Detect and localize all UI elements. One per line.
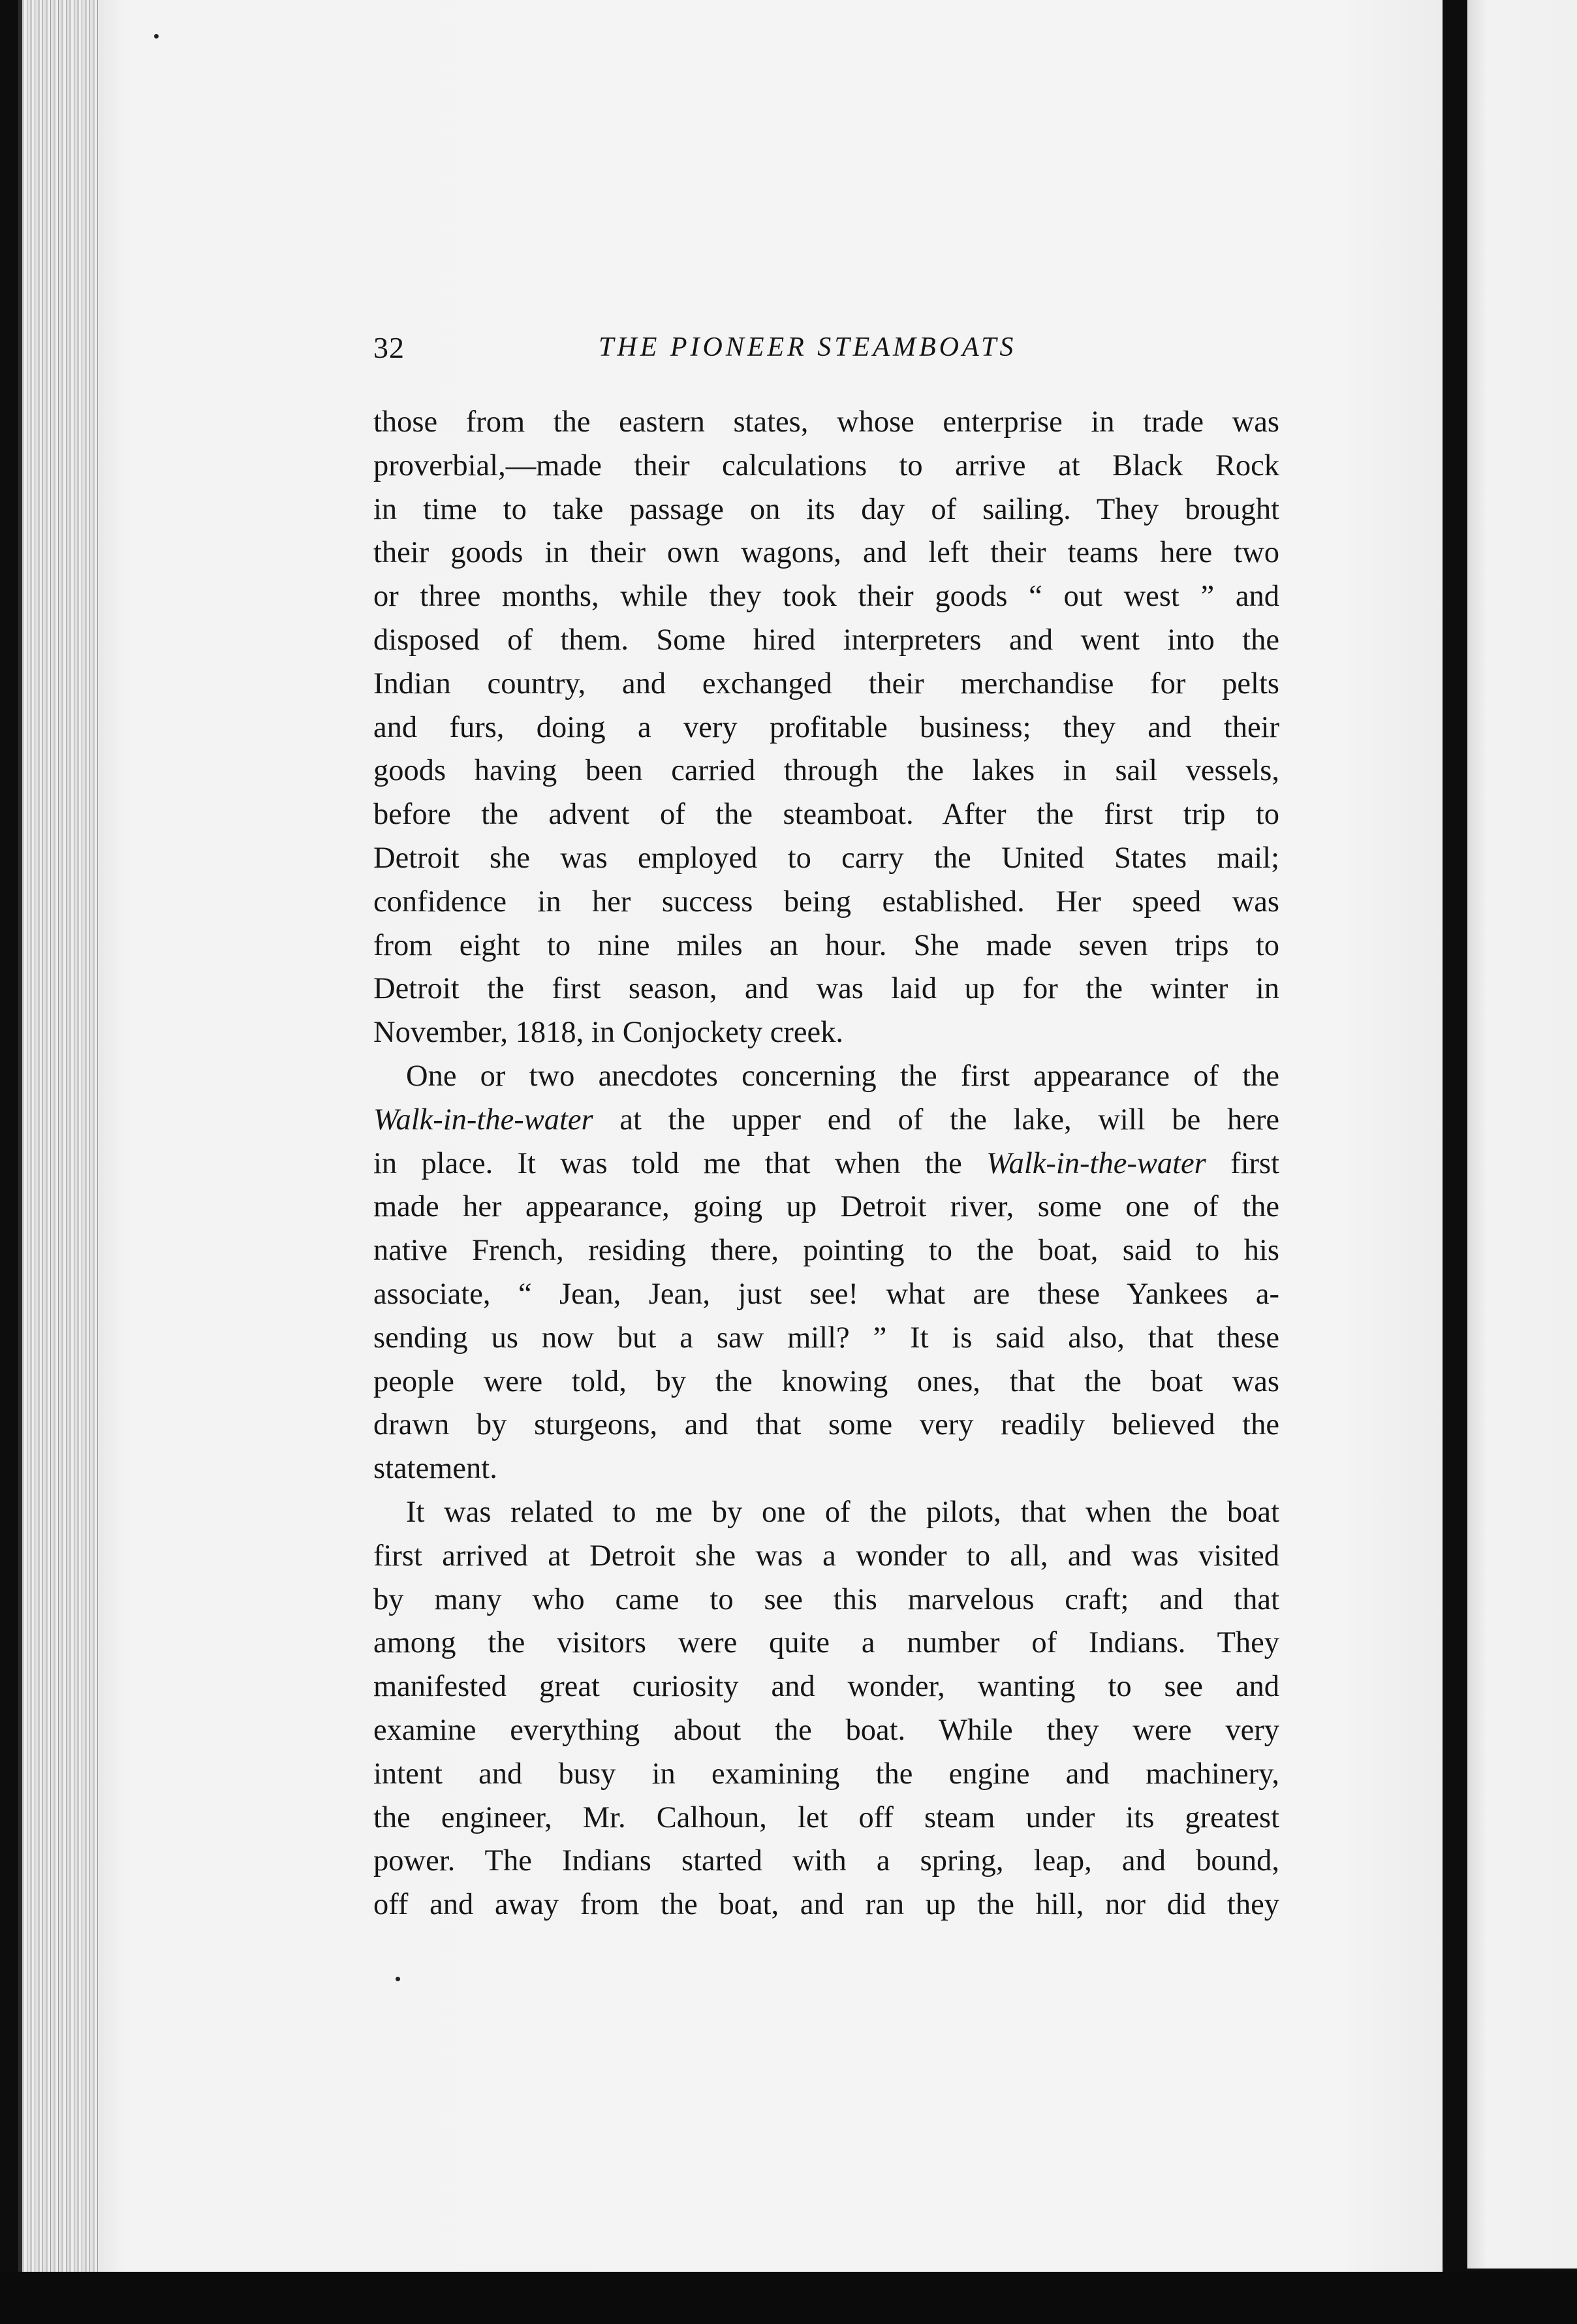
page-edges <box>18 0 107 2278</box>
text-line: November, 1818, in Conjockety creek. <box>373 1016 843 1050</box>
page-number: 32 <box>373 331 405 364</box>
text-line: manifested great curiosity and wonder, wanting to see and <box>373 1670 1279 1704</box>
text-line: intent and busy in examining the engine and machinery, <box>373 1757 1279 1791</box>
running-head <box>373 330 1287 369</box>
text-line <box>373 1099 1279 1142</box>
body-text <box>373 401 1279 1927</box>
text-line: from eight to nine miles an hour. She made seven trips to <box>373 928 1279 962</box>
text-line: by many who came to see this marvelous craft; and that <box>373 1582 1279 1616</box>
text-line: before the advent of the steamboat. After the first trip to <box>373 798 1279 832</box>
text-line: their goods in their own wagons, and left their teams here two <box>373 536 1279 570</box>
text-line: It was related to me by one of the pilots, that when the boat <box>406 1495 1279 1529</box>
running-title: THE PIONEER STEAMBOATS <box>599 332 1017 362</box>
text-line: Indian country, and exchanged their merchandise for pelts <box>373 667 1279 700</box>
text-line: the engineer, Mr. Calhoun, let off steam under its greatest <box>373 1800 1279 1834</box>
scan-speck <box>396 1977 400 1981</box>
text-line: Detroit the first season, and was laid up for the winter in <box>373 972 1279 1006</box>
text-line: drawn by sturgeons, and that some very readily believed the <box>373 1408 1279 1442</box>
text-line: and furs, doing a very profitable business; they and their <box>373 710 1279 744</box>
text-line: sending us now but a saw mill? ” It is said also, that these <box>373 1321 1279 1355</box>
text-line: or three months, while they took their goods “ out west ” and <box>373 580 1279 614</box>
ship-name-italic: Walk-in-the-water <box>986 1146 1206 1180</box>
text-line: native French, residing there, pointing to the boat, said to his <box>373 1234 1279 1268</box>
text-line: goods having been carried through the lakes in sail vessels, <box>373 754 1279 788</box>
text-line: statement. <box>373 1452 497 1486</box>
text-fragment: in place. It was told me that when the <box>373 1146 962 1180</box>
text-line: associate, “ Jean, Jean, just see! what are these Yankees a- <box>373 1277 1279 1311</box>
text-line: in time to take passage on its day of sailing. They brought <box>373 492 1279 526</box>
text-line: proverbial,—made their calculations to arrive at Black Rock <box>373 448 1279 482</box>
text-line: examine everything about the boat. While they were very <box>373 1713 1279 1747</box>
text-line: One or two anecdotes concerning the first appearance of the <box>406 1059 1279 1093</box>
text-line: made her appearance, going up Detroit river, some one of the <box>373 1190 1279 1224</box>
text-line: among the visitors were quite a number of Indians. They <box>373 1626 1279 1660</box>
text-line: Detroit she was employed to carry the United States mail; <box>373 841 1279 875</box>
text-line: first arrived at Detroit she was a wonder to all, and was visited <box>373 1539 1279 1573</box>
text-line: people were told, by the knowing ones, that the boat was <box>373 1364 1279 1398</box>
text-line: off and away from the boat, and ran up the hill, nor did they <box>373 1888 1279 1922</box>
text-line: confidence in her success being established. Her speed was <box>373 885 1279 919</box>
text-fragment: first <box>1230 1146 1279 1180</box>
text-line: power. The Indians started with a spring, leap, and bound, <box>373 1844 1279 1878</box>
text-line <box>373 1142 1279 1186</box>
facing-page-edge <box>1467 0 1577 2269</box>
text-fragment: at the upper end of the lake, will be here <box>619 1103 1279 1137</box>
scan-border <box>0 2272 1577 2324</box>
text-line: disposed of them. Some hired interpreters and went into the <box>373 623 1279 657</box>
scan-speck <box>154 34 159 39</box>
ship-name-italic: Walk-in-the-water <box>373 1103 593 1137</box>
text-line: those from the eastern states, whose enterprise in trade was <box>373 405 1279 439</box>
